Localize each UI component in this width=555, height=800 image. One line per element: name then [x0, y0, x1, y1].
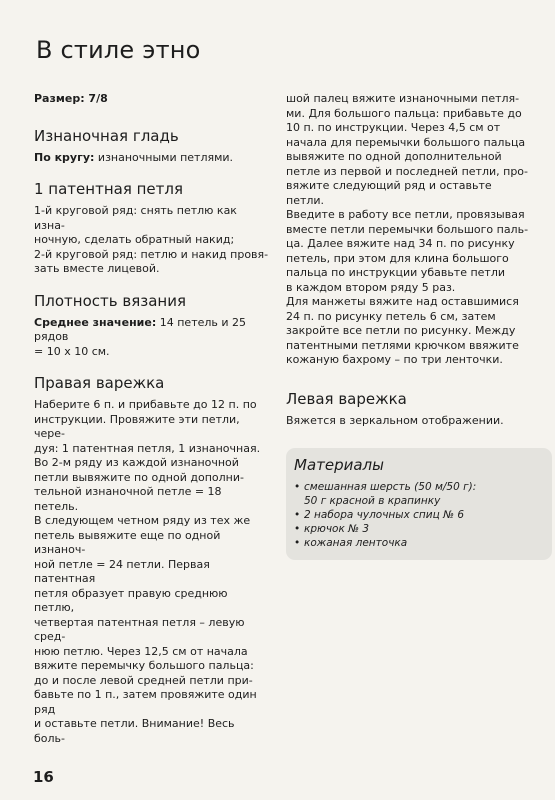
text-line: кожаную бахрому – по три ленточки.	[286, 353, 503, 366]
text-line: вместе петли перемычки большого паль-	[286, 222, 529, 236]
text-line: патентными петлями крючком ввяжите	[286, 338, 519, 352]
section-left-mitten	[286, 390, 531, 429]
materials-item: • крючок № 3	[294, 522, 544, 536]
text-line: закройте все петли по рисунку. Между	[286, 324, 516, 337]
text-line: петель, при этом для клина большого	[286, 251, 509, 265]
section-text	[34, 151, 269, 166]
text-line: инструкции. Провяжите эти петли, чере-	[34, 412, 240, 440]
text-line: ной петле = 24 петли. Первая патентная	[34, 557, 210, 585]
text-line: Наберите 6 п. и прибавьте до 12 п. по	[34, 398, 257, 411]
text-line: начала для перемычки большого пальца	[286, 135, 526, 149]
section-reverse-stockinette	[34, 127, 269, 166]
right-mitten-continued	[286, 92, 531, 368]
text-line: вывяжите по одной дополнительной	[286, 150, 502, 163]
text-line: шой палец вяжите изнаночными петля-	[286, 92, 520, 105]
right-column	[286, 92, 531, 560]
text-line: 24 п. по рисунку петель 6 см, затем	[286, 309, 496, 323]
materials-item: • смешанная шерсть (50 м/50 г):	[294, 480, 544, 494]
size-label: Размер: 7/8	[34, 92, 108, 105]
materials-item: • 2 набора чулочных спиц № 6	[294, 508, 544, 522]
text-line: петель вывяжите еще по одной изнаноч-	[34, 528, 221, 556]
left-column	[34, 92, 269, 761]
materials-heading: Материалы	[294, 456, 384, 474]
text-line	[34, 316, 269, 345]
text-bold: По кругу:	[34, 150, 95, 164]
text-line: Вяжется в зеркальном отображении.	[286, 413, 504, 427]
text-line: ночную, сделать обратный накид;	[34, 233, 235, 246]
text-line: пальца по инструкции убавьте петли	[286, 266, 506, 279]
text-line: дуя: 1 патентная петля, 1 изнаночная.	[34, 441, 261, 455]
text-normal: 14 петель и 25 рядов	[34, 315, 247, 343]
text-normal: изнаночными петлями.	[94, 150, 234, 164]
text-line: петли вывяжите по одной дополни-	[34, 470, 244, 484]
text-line: = 10 х 10 см.	[34, 344, 110, 358]
text-line: петля образует правую среднюю петлю,	[34, 586, 228, 614]
materials-item: • кожаная ленточка	[294, 536, 544, 550]
text-line: 10 п. по инструкции. Через 4,5 см от	[286, 121, 501, 134]
section-heading: 1 патентная петля	[34, 180, 183, 198]
text-line: и оставьте петли. Внимание! Весь боль-	[34, 717, 235, 745]
materials-item: 50 г красной в крапинку	[304, 494, 441, 507]
section-patent-stitch	[34, 180, 269, 277]
text-bold: Среднее значение:	[34, 315, 157, 329]
text-line: вяжите следующий ряд и оставьте петли.	[286, 179, 492, 207]
page-number: 16	[33, 768, 54, 786]
section-heading: Плотность вязания	[34, 291, 186, 310]
text-line: петле из первой и последней петли, про-	[286, 164, 528, 178]
section-heading: Правая варежка	[34, 374, 165, 392]
text-line: до и после левой средней петли при-	[34, 673, 253, 687]
section-heading: Левая варежка	[286, 389, 407, 408]
text-line: 2-й круговой ряд: петлю и накид провя-	[34, 247, 269, 261]
section-heading: Изнаночная гладь	[34, 126, 179, 145]
section-right-mitten	[34, 374, 269, 746]
text-line: зать вместе лицевой.	[34, 262, 160, 275]
text-line: Во 2-м ряду из каждой изнаночной	[34, 456, 239, 469]
text-line: бавьте по 1 п., затем провяжите один ряд	[34, 688, 257, 716]
materials-box	[286, 448, 552, 560]
text-line: четвертая патентная петля – левую сред-	[34, 615, 245, 643]
text-line: ми. Для большого пальца: прибавьте до	[286, 106, 522, 120]
section-gauge	[34, 292, 269, 360]
text-line: Для манжеты вяжите над оставшимися	[286, 295, 519, 308]
text-line: Введите в работу все петли, провязывая	[286, 208, 525, 221]
text-line: В следующем четном ряду из тех же	[34, 514, 251, 527]
text-line: вяжите перемычку большого пальца:	[34, 659, 254, 672]
text-line: ца. Далее вяжите над 34 п. по рисунку	[286, 237, 515, 250]
page-title: В стиле этно	[36, 36, 201, 64]
text-line: тельной изнаночной петле = 18 петель.	[34, 485, 222, 513]
text-line: нюю петлю. Через 12,5 см от начала	[34, 644, 248, 658]
materials-list	[294, 480, 544, 550]
text-line: 1-й круговой ряд: снять петлю как изна-	[34, 204, 237, 232]
text-line: в каждом втором ряду 5 раз.	[286, 280, 456, 294]
